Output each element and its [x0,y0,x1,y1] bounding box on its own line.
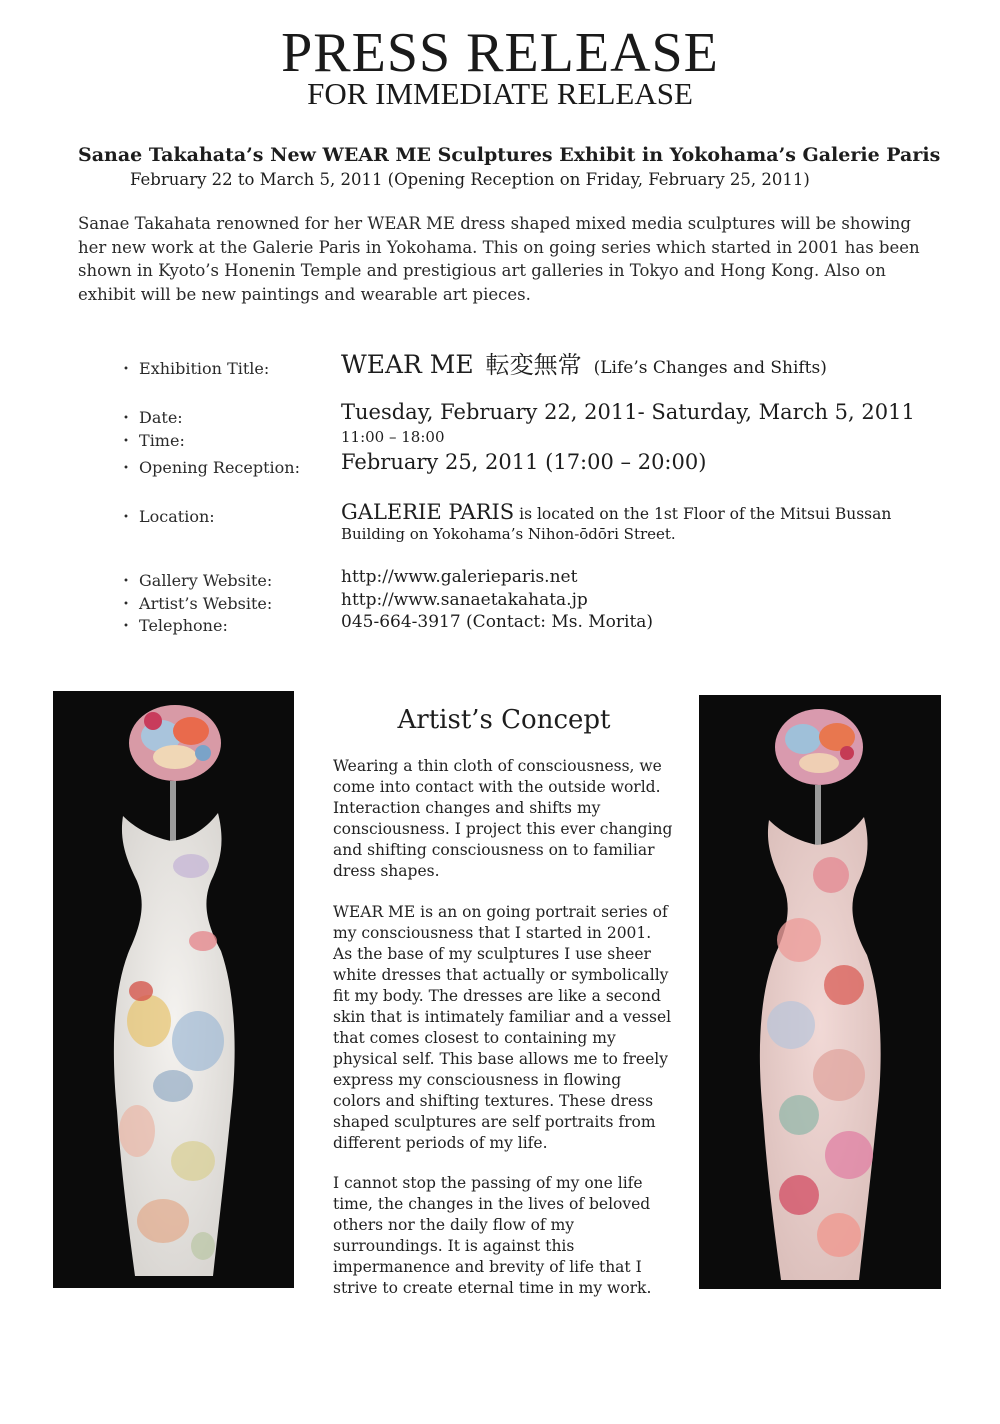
gallery-website-label: ・ Gallery Website: [118,571,273,590]
time-label: ・ Time: [118,431,185,450]
press-release-subtitle: FOR IMMEDIATE RELEASE [307,76,693,111]
artist-concept-title: Artist’s Concept [397,705,611,735]
artist-website-link[interactable]: http://www.sanaetakahata.jp [341,590,588,610]
exhibition-title-paren: (Life’s Changes and Shifts) [593,358,827,378]
date-value: Tuesday, February 22, 2011- Saturday, March 5, 2011 [341,400,915,424]
white-dress-sculpture-image [53,691,294,1288]
headline: Sanae Takahata’s New WEAR ME Sculptures Exhibit in Yokohama’s Galerie Paris [78,144,941,166]
opening-reception-label: ・ Opening Reception: [118,458,300,477]
location-value: GALERIE PARIS is located on the 1st Floor of the Mitsui Bussan [341,500,892,524]
concept-paragraph-2: WEAR ME is an on going portrait series of my consciousness that I started in 2001. As the base of my sculptures I use sheer white dresses that actually or symbolically fit my body. The dresses are like a second skin that is intimately familiar and a vessel that comes closest to containing my physical self. This base allows me to freely express my consciousness in flowing colors and shifting textures. These dress shaped sculptures are self portraits from different periods of my life. [333,903,672,1152]
telephone-value: 045-664-3917 (Contact: Ms. Morita) [341,612,654,632]
dates-line: February 22 to March 5, 2011 (Opening Reception on Friday, February 25, 2011) [130,170,810,189]
exhibition-title-en: WEAR ME [341,350,474,379]
location-label: ・ Location: [118,507,215,526]
artist-website-label: ・ Artist’s Website: [118,594,273,613]
exhibition-title-jp: 転変無常 [485,351,582,379]
gallery-website-link[interactable]: http://www.galerieparis.net [341,567,578,587]
location-value-line2: Building on Yokohama’s Nihon-ōdōri Street. [341,525,676,543]
pink-dress-sculpture-image [699,695,941,1289]
exhibition-title-value [341,345,827,380]
dress-photo-right [699,695,941,1289]
concept-paragraph-1: Wearing a thin cloth of consciousness, we come into contact with the outside world. Interaction changes and shifts my consciousness. I project this ever changing and shifting consciousness on to familiar dress shapes. [333,757,673,880]
time-value: 11:00 – 18:00 [341,428,445,446]
date-label: ・ Date: [118,408,183,427]
opening-reception-value: February 25, 2011 (17:00 – 20:00) [341,450,707,474]
exhibition-title-label: ・ Exhibition Title: [118,359,270,378]
telephone-label: ・ Telephone: [118,616,228,635]
location-name: GALERIE PARIS [341,500,515,524]
intro-paragraph: Sanae Takahata renowned for her WEAR ME dress shaped mixed media sculptures will be showing her new work at the Galerie Paris in Yokohama. This on going series which started in 2001 has been shown in Kyoto’s Honenin Temple and prestigious art galleries in Tokyo and Hong Kong. Also on exhibit will be new paintings and wearable art pieces. [78,214,920,304]
press-release-title: PRESS RELEASE [281,22,719,84]
concept-paragraph-3: I cannot stop the passing of my one life time, the changes in the lives of beloved others nor the daily flow of my surroundings. It is against this impermanence and brevity of life that I strive to create eternal time in my work. [333,1174,652,1297]
dress-photo-left [53,691,294,1288]
